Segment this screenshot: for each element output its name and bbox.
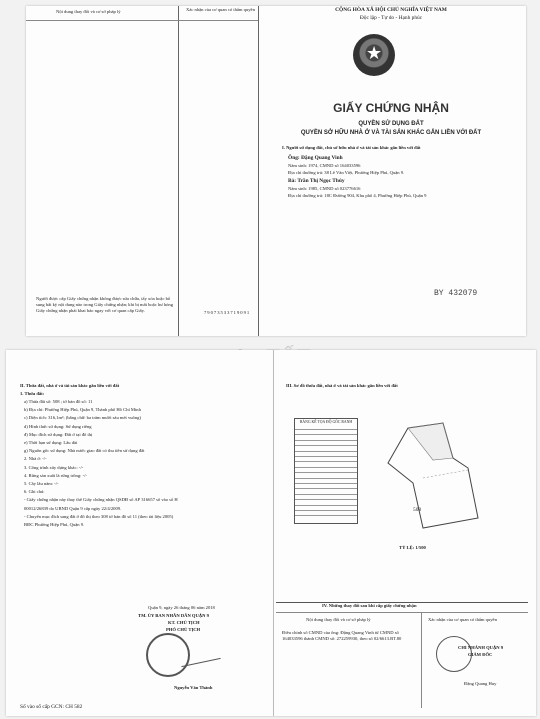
land-detail-line: a) Thửa đất số: 508 ; tờ bản đồ số: 11 [24,399,93,404]
map-scale: TỶ LỆ: 1/500 [399,545,426,550]
header-rule [26,20,258,21]
certificate-cover-page [26,6,526,336]
land-detail-line: g) Nguồn gốc sử dụng: Nhà nước giao đất có thu tiền sử dụng đất [24,448,145,454]
change-entry: Điều chỉnh số CMND của ông: Đặng Quang Vinh từ CMND số 164033596 thành CMND số: 272259930, theo số 02/6613.BT.80 [282,630,402,641]
coordinate-row [295,451,357,452]
page-fold-line [258,6,259,336]
parcel-diagram [368,398,518,538]
issuing-authority: TM. ỦY BAN NHÂN DÂN QUẬN 9 [138,613,209,618]
office-title: GIÁM ĐỐC [468,652,493,657]
signing-date: Quận 9, ngày 26 tháng 06 năm 2018 [148,605,215,610]
footnote-warning: Người được cấp Giấy chứng nhận không được sửa chữa, tẩy xóa hoặc bổ sung bất kỳ nội dung nào trong Giấy chứng nhận; khi bị mất hoặc hư hỏng Giấy chứng nhận phải khai báo ngay với cơ quan cấp Giấy. [36,296,174,313]
coordinate-row [295,515,357,516]
owner-1-info: Năm sinh: 1974, CMND số 164033596 [288,163,361,168]
office-stamp [436,636,472,672]
coordinate-row [295,445,357,446]
land-detail-line: 3. Công trình xây dựng khác: -/- [24,464,84,470]
land-detail-line: BĐC Phường Hiệp Phú, Quận 9. [24,522,85,527]
land-detail-line: 00012/26839 do UBND Quận 9 cấp ngày 22/4/2009. [24,505,122,511]
land-detail-line: b) Địa chỉ: Phường Hiệp Phú, Quận 9, Thành phố Hồ Chí Minh [24,407,141,413]
certificate-title: GIẤY CHỨNG NHẬN [333,101,449,115]
official-seal-stamp [146,633,190,677]
land-detail-line: - Chuyển mục đích sang đất ở đô thị theo 308 tờ bản đồ số 11 (theo tài liệu 2005) [24,513,174,519]
coordinate-row [295,456,357,457]
land-detail-line: e) Thời hạn sử dụng: Lâu dài [24,440,78,445]
vice-chairman-title: PHÓ CHỦ TỊCH [166,627,201,632]
office-signer: Đặng Quang Huy [464,681,497,686]
motto: Độc lập - Tự do - Hạnh phúc [359,15,423,21]
coordinate-row [295,494,357,495]
section-1-heading: I. Người sử dụng đất, chủ sở hữu nhà ở và tài sản khác gắn liền với đất [282,145,421,150]
owner-1-address: Địa chỉ thường trú: 38 Lê Văn Việt, Phường Hiệp Phú, Quận 9. [288,170,405,175]
land-detail-line: d) Hình thức sử dụng: Sử dụng riêng [24,423,92,429]
coordinate-row [295,440,357,441]
coordinate-row [295,467,357,468]
signer-name: Nguyễn Văn Thành [174,685,213,690]
coordinate-row [295,478,357,479]
barcode-number: 79073533719091 [204,310,251,315]
coordinate-row [295,483,357,484]
office-branch: CHI NHÁNH QUẬN 9 [458,645,504,650]
certificate-subtitle-2: QUYỀN SỞ HỮU NHÀ Ở VÀ TÀI SẢN KHÁC GẮN LIỀN VỚI ĐẤT [300,130,482,136]
land-detail-line: 6. Ghi chú: [24,489,45,495]
land-detail-line: - Giấy chứng nhận này thay thế Giấy chứng nhận QSDĐ số AP 316657 số vào sổ H [24,497,178,503]
coordinate-row [295,429,357,430]
on-behalf-chairman: KT. CHỦ TỊCH [168,620,200,625]
land-detail-line: 5. Cây lâu năm: -/- [24,481,59,486]
changes-col-header: Nội dung thay đổi và cơ sở pháp lý [306,617,371,622]
section-4-header-rule [276,612,528,613]
left-col-header: Nội dung thay đổi và cơ sở pháp lý [56,9,121,14]
coordinate-row [295,472,357,473]
certificate-subtitle-1: QUYỀN SỬ DỤNG ĐẤT [358,121,424,127]
column-divider [178,6,179,336]
serial-number: BY 432079 [434,289,478,298]
section-3-heading: III. Sơ đồ thửa đất, nhà ở và tài sản khác gắn liền với đất [286,383,398,388]
coordinate-row [295,461,357,462]
changes-column-divider [421,612,422,708]
confirm-col-header: Xác nhận của cơ quan có thẩm quyền [428,617,497,622]
parcel-number-label: 508 [413,507,422,513]
page-divider [273,350,274,716]
certificate-inner-pages [6,350,536,716]
coordinate-row [295,488,357,489]
coordinate-row [295,505,357,506]
owner-1-name: Ông: Đặng Quang Vinh [288,155,343,161]
land-detail-line: 2. Nhà ở: -/- [24,456,47,462]
section-2-heading: II. Thửa đất, nhà ở và tài sản khác gắn liền với đất [20,383,120,388]
registry-number: Số vào sổ cấp GCN: CH 582 [20,704,83,710]
emblem-star-icon: ★ [366,43,383,63]
land-detail-line: đ) Mục đích sử dụng: Đất ở tại đô thị [24,431,93,437]
coordinate-row [295,499,357,500]
land-detail-line: c) Diện tích: 316,1m²; (bằng chữ: ba trăm mười sáu mét vuông) [24,415,141,421]
owner-2-address: Địa chỉ thường trú: 18C Đường 904, Khu phố 4, Phường Hiệp Phú, Quận 9 [288,193,427,198]
coordinate-table-caption: BẢNG KÊ TỌA ĐỘ GÓC RANH [299,420,353,424]
land-detail-line: 4. Rừng sản xuất là rừng trồng: -/- [24,472,87,478]
country-header: CỘNG HÒA XÃ HỘI CHỦ NGHĨA VIỆT NAM [335,7,447,13]
section-4-heading: IV. Những thay đổi sau khi cấp giấy chứng nhận [322,603,417,608]
coordinate-row [295,510,357,511]
land-parcel-heading: 1. Thửa đất: [20,391,45,396]
coordinate-row [295,434,357,435]
owner-2-info: Năm sinh: 1985, CMND số 023776616 [288,186,361,191]
owner-2-name: Bà: Trần Thị Ngọc Thủy [288,178,345,184]
right-col-header: Xác nhận của cơ quan có thẩm quyền [186,7,255,12]
coordinate-table [294,418,358,524]
